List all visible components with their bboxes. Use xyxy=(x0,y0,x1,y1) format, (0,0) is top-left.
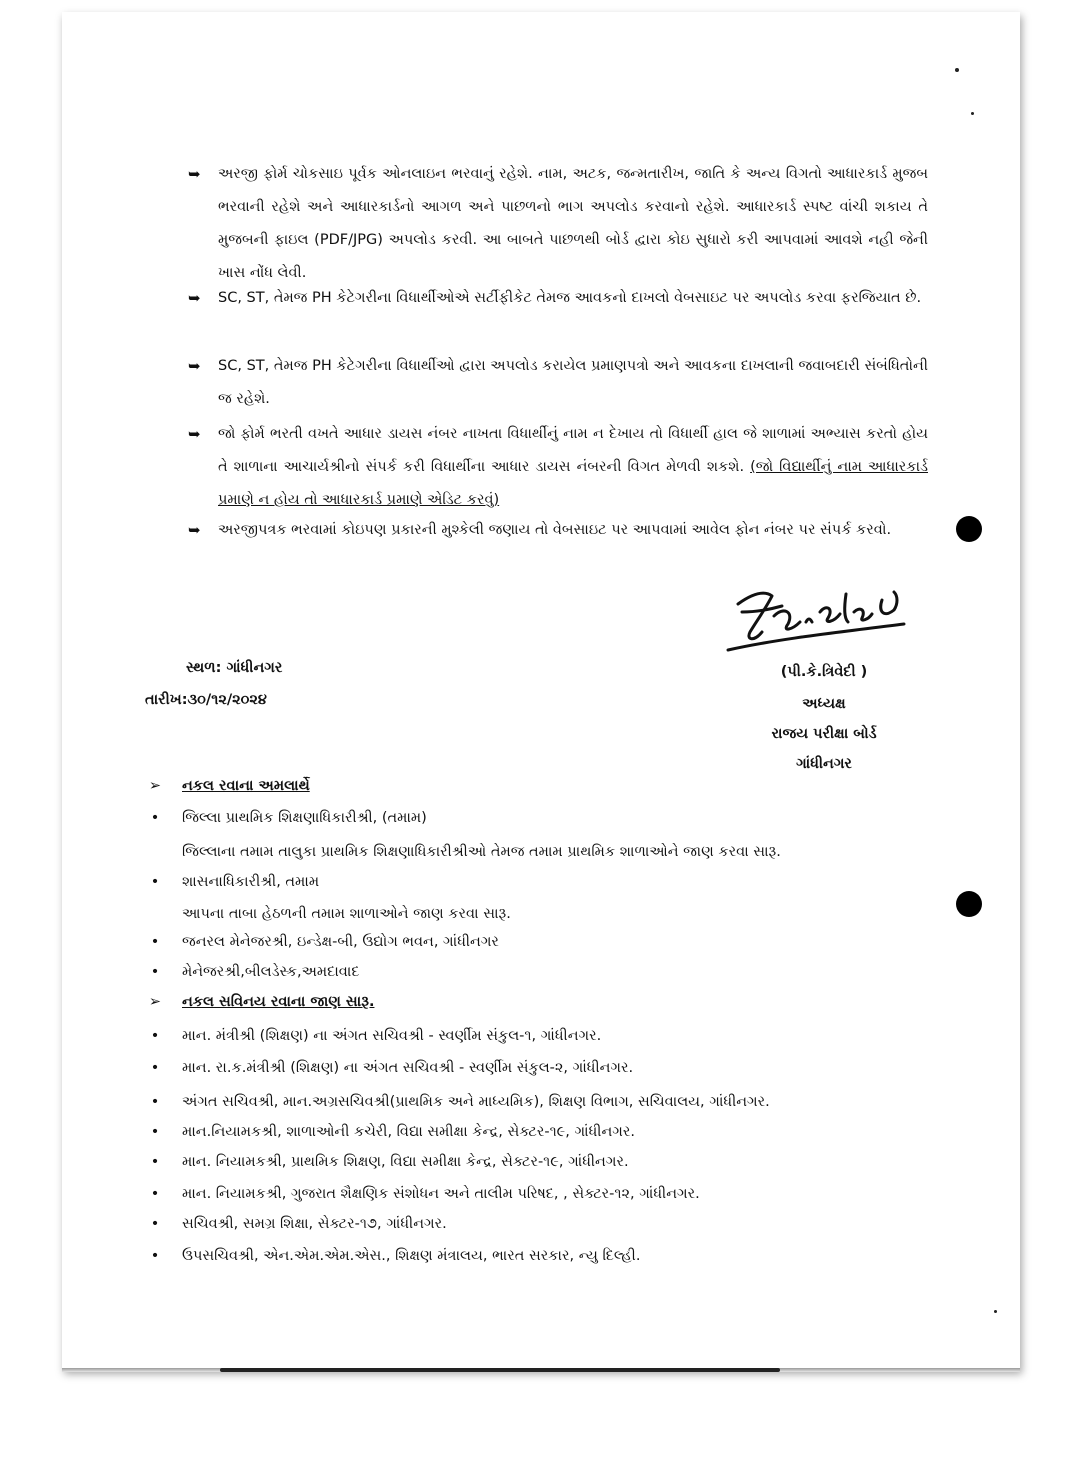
instruction-text: અરજી ફોર્મ ચોકસાઇ પૂર્વક ઓનલાઇન ભરવાનું રહેશે. નામ, અટક, જન્મતારીખ, જાતિ કે અન્ય વિગતો આધારકાર્ડ મુજબ ભરવાની રહેશે અને આધારકાર્ડનો આગળ અને પાછળનો ભાગ અપલોડ કરવાનો રહેશે. આધારકાર્ડ સ્પષ્ટ વાંચી શકાય તે મુજબની ફાઇલ (PDF/JPG) અપલોડ કરવી. આ બાબતે પાછળથી બોર્ડ દ્વારા કોઇ સુધારો કરી આપવામાં આવશે નહી જેની ખાસ નોંધ લેવી. xyxy=(218,166,928,281)
signatory-city: ગાંધીનગર xyxy=(796,756,852,772)
arrow-bullet-icon: ➢ xyxy=(148,994,162,1010)
arrow-bullet-icon: ➥ xyxy=(188,165,201,183)
signatory-office: રાજય પરીક્ષા બોર્ડ xyxy=(771,726,877,742)
instruction-item xyxy=(190,514,928,547)
arrow-bullet-icon: ➢ xyxy=(148,778,162,794)
speck xyxy=(955,68,959,72)
instruction-item xyxy=(190,350,928,416)
bullet-icon: • xyxy=(150,1094,160,1110)
bullet-icon: • xyxy=(150,1186,160,1202)
instruction-item xyxy=(190,418,928,517)
speck xyxy=(994,1310,997,1313)
instruction-text: SC, ST, તેમજ PH કેટેગરીના વિધાર્થીઓએ સર્ટીફીકેટ તેમજ આવકનો દાખલો વેબસાઇટ પર અપલોડ કરવા ફરજિયાત છે. xyxy=(218,290,922,306)
bullet-icon: • xyxy=(150,1216,160,1232)
instruction-text: SC, ST, તેમજ PH કેટેગરીના વિધાર્થીઓ દ્વારા અપલોડ કરાયેલ પ્રમાણપત્રો અને આવકના દાખલાની જવાબદારી સંબંધિતોની જ રહેશે. xyxy=(218,358,928,407)
arrow-bullet-icon: ➥ xyxy=(188,357,201,375)
bullet-icon: • xyxy=(150,934,160,950)
bullet-icon: • xyxy=(150,1060,160,1076)
arrow-bullet-icon: ➥ xyxy=(188,425,201,443)
bullet-icon: • xyxy=(150,1124,160,1140)
signature xyxy=(722,582,912,660)
bullet-icon: • xyxy=(150,1028,160,1044)
punch-hole-bottom xyxy=(956,891,982,917)
instruction-item xyxy=(190,282,928,315)
arrow-bullet-icon: ➥ xyxy=(188,521,201,539)
bullet-icon: • xyxy=(150,1154,160,1170)
bullet-icon: • xyxy=(150,1248,160,1264)
bullet-icon: • xyxy=(150,810,160,826)
arrow-bullet-icon: ➥ xyxy=(188,289,201,307)
punch-hole-top xyxy=(956,516,982,542)
signatory-designation: અધ્યક્ષ xyxy=(802,696,846,712)
bullet-icon: • xyxy=(150,964,160,980)
speck xyxy=(971,112,974,115)
list-item-note: આપના તાબા હેઠળની તમામ શાળાઓને જાણ કરવા સારૂ. xyxy=(182,906,511,922)
instruction-item xyxy=(190,158,928,290)
signatory-name: (પી.કે.ત્રિવેદી ) xyxy=(780,664,868,680)
instruction-text xyxy=(190,418,928,517)
list-item-note: જિલ્લાના તમામ તાલુકા પ્રાથમિક શિક્ષણાધિકારીશ્રીઓ તેમજ તમામ પ્રાથમિક શાળાઓને જાણ કરવા સારૂ. xyxy=(182,844,781,860)
bullet-icon: • xyxy=(150,874,160,890)
place: સ્થળ: ગાંધીનગર xyxy=(186,660,283,676)
instruction-underlined-note: (જો વિદ્યાર્થીનું નામ આધારકાર્ડ પ્રમાણે ન હોય તો આધારકાર્ડ પ્રમાણે એડિટ કરવું) xyxy=(218,459,928,508)
scan-mark xyxy=(220,1368,780,1372)
instruction-text-main: જો ફોર્મ ભરતી વખતે આધાર ડાયસ નંબર નાખતા વિધાર્થીનું નામ ન દેખાય તો વિધાર્થી હાલ જે શાળામાં અભ્યાસ કરતો હોય તે શાળાના આચાર્યશ્રીનો સંપર્ક કરી વિધાર્થીના આધાર ડાયસ નંબરની વિગત મેળવી શકશે. xyxy=(218,426,928,475)
instruction-text: અરજીપત્રક ભરવામાં કોઇપણ પ્રકારની મુશ્કેલી જણાય તો વેબસાઇટ પર આપવામાં આવેલ ફોન નંબર પર સંપર્ક કરવો. xyxy=(218,522,892,538)
date: તારીખ:૩૦/૧૨/૨૦૨૪ xyxy=(145,692,267,708)
